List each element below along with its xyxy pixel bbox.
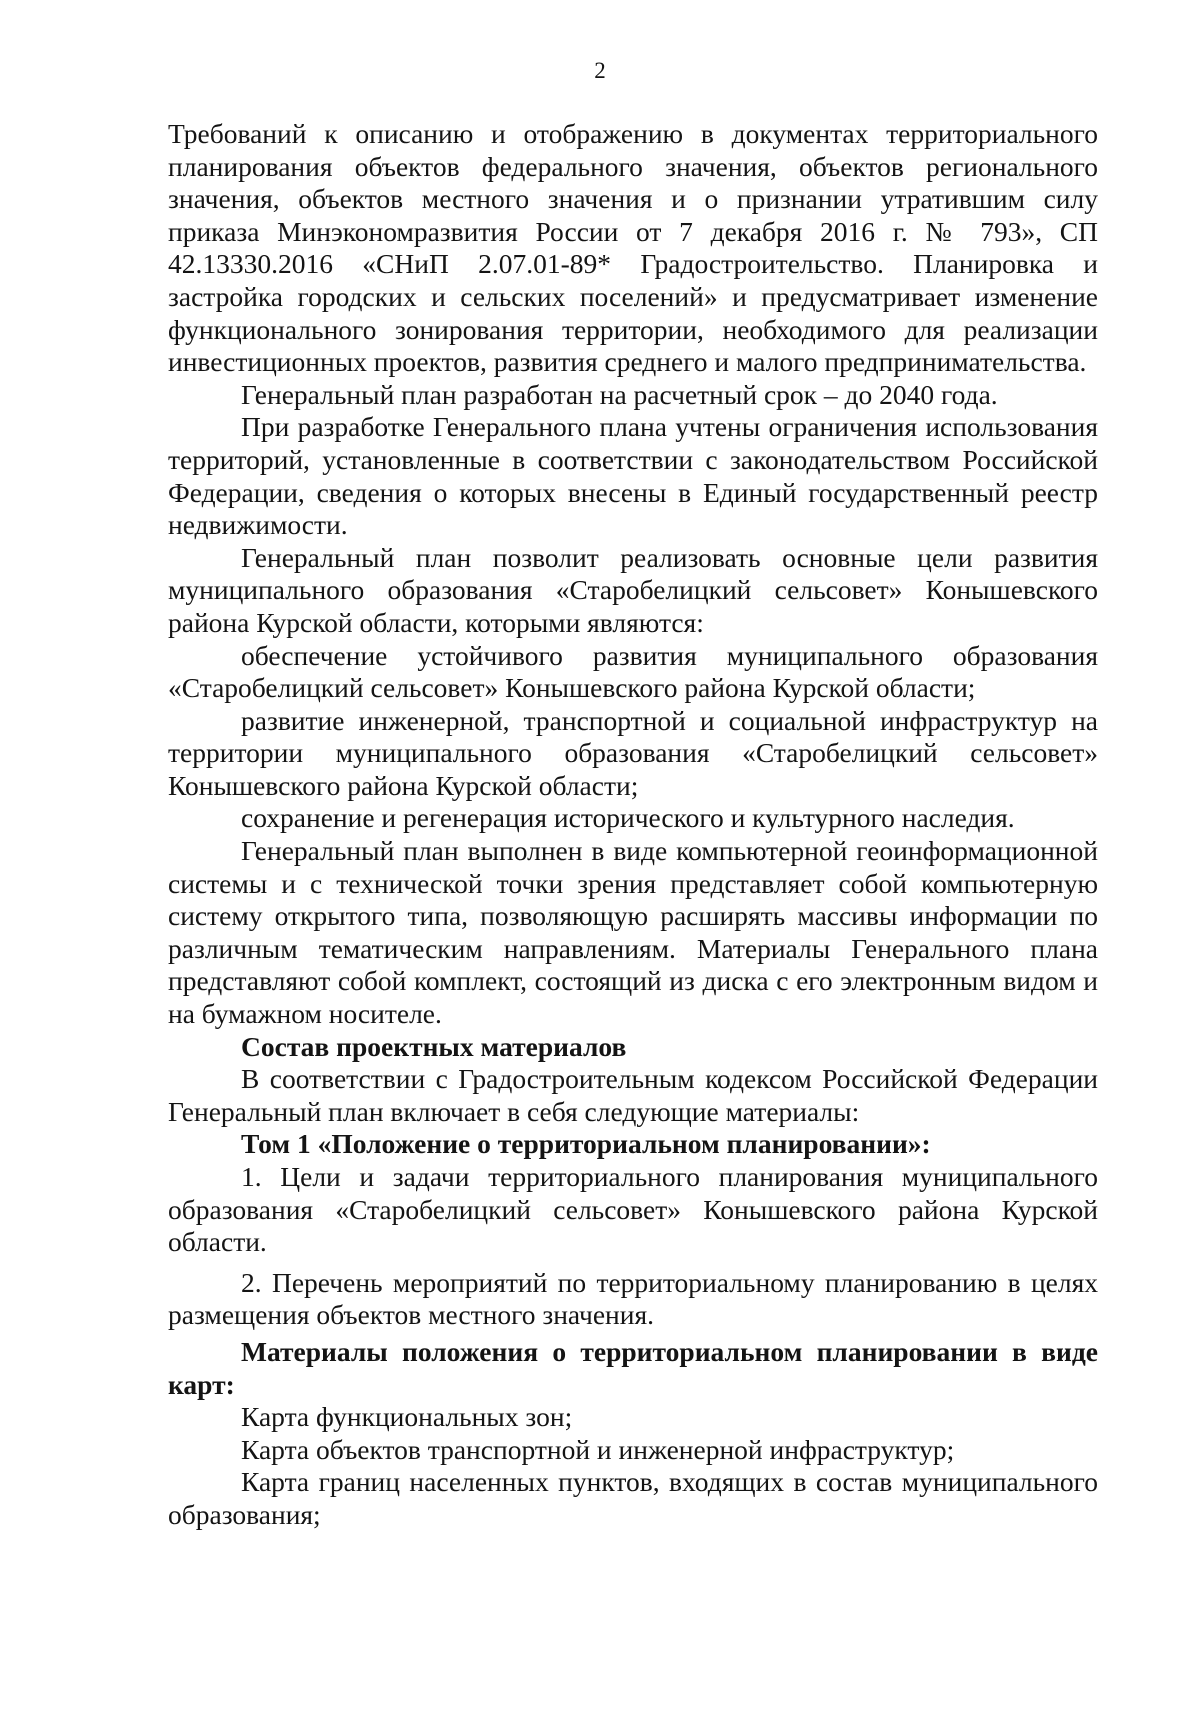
maps-item-2: Карта объектов транспортной и инженерной инфраструктур; <box>241 1433 955 1465</box>
section-intro: В соответствии с Градостроительным кодексом Российской Федерации Генеральный план включает в себя следующие материалы: <box>168 1063 1098 1127</box>
goal-item-1: обеспечение устойчивого развития муниципального образования «Старобелицкий сельсовет» Конышевского района Курской области; <box>168 639 1098 704</box>
document-body <box>168 118 1098 1532</box>
volume-item-2: 2. Перечень мероприятий по территориальному планированию в целях размещения объектов местного значения. <box>168 1266 1098 1331</box>
volume-item-1: 1. Цели и задачи территориального планирования муниципального образования «Старобелицкий сельсовет» Конышевского района Курской области. <box>168 1161 1098 1258</box>
paragraph-goals-intro: Генеральный план позволит реализовать основные цели развития муниципального образования «Старобелицкий сельсовет» Конышевского района Курской области, которыми являются: <box>168 541 1098 638</box>
paragraph-restrictions: При разработке Генерального плана учтены ограничения использования территорий, установленные в соответствии с законодательством Российской Федерации, сведения о которых внесены в Единый государственный реестр недвижимости. <box>168 411 1098 541</box>
goal-item-2: развитие инженерной, транспортной и социальной инфраструктур на территории муниципального образования «Старобелицкий сельсовет» Конышевского района Курской области; <box>168 704 1098 801</box>
section-heading: Состав проектных материалов <box>241 1030 627 1062</box>
maps-items-list <box>168 1401 1098 1531</box>
page-number: 2 <box>594 58 606 83</box>
goal-item-3: сохранение и регенерация исторического и культурного наследия. <box>241 802 1015 834</box>
maps-item-3: Карта границ населенных пунктов, входящих в состав муниципального образования; <box>168 1466 1098 1530</box>
paragraph-continuation: Требований к описанию и отображению в документах территориального планирования объектов федерального значения, объектов регионального значения, объектов местного значения и о признании утратившим силу приказа Минэкономразвития России от 7 декабря 2016 г. № 793», СП 42.13330.2016 «СНиП 2.07.01-89* Градостроительство. Планировка и застройка городских и сельских поселений» и предусматривает изменение функционального зонирования территории, необходимого для реализации инвестиционных проектов, развития среднего и малого предпринимательства. <box>168 118 1098 378</box>
maps-heading: Материалы положения о территориальном планировании в виде карт: <box>168 1335 1098 1400</box>
paragraph-gis: Генеральный план выполнен в виде компьютерной геоинформационной системы и с технической точки зрения представляет собой компьютерную систему открытого типа, позволяющую расширять массивы информации по различным тематическим направлениям. Материалы Генерального плана представляют собой комплект, состоящий из диска с его электронным видом и на бумажном носителе. <box>168 835 1098 1030</box>
volume-items-list <box>168 1161 1098 1332</box>
maps-item-1: Карта функциональных зон; <box>241 1401 573 1433</box>
volume-heading: Том 1 «Положение о территориальном планировании»: <box>241 1128 931 1160</box>
paragraph-term: Генеральный план разработан на расчетный срок – до 2040 года. <box>241 378 998 410</box>
